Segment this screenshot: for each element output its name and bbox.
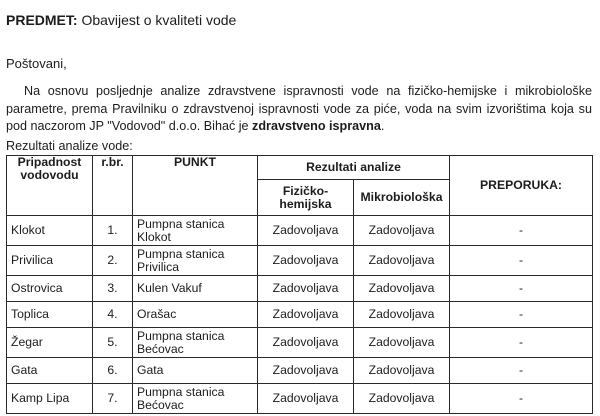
cell-microbiological: Zadovoljava <box>354 276 450 302</box>
cell-destination: Žegar <box>7 328 93 358</box>
cell-microbiological: Zadovoljava <box>354 302 450 328</box>
body-bold-text: zdravstveno ispravna <box>252 119 381 133</box>
cell-recommendation: - <box>450 246 593 276</box>
cell-punkt: Gata <box>133 358 258 384</box>
cell-recommendation: - <box>450 216 593 246</box>
cell-chemical: Zadovoljava <box>258 328 354 358</box>
header-rbr: r.br. <box>93 156 133 216</box>
cell-chemical: Zadovoljava <box>258 302 354 328</box>
header-chemical: Fizičko-hemijska <box>258 180 354 216</box>
cell-recommendation: - <box>450 384 593 414</box>
header-microbiological: Mikrobiološka <box>354 180 450 216</box>
cell-destination: Klokot <box>7 216 93 246</box>
body-text-end: . <box>380 119 385 133</box>
cell-destination: Ostrovica <box>7 276 93 302</box>
subject-label: PREDMET: <box>6 12 78 28</box>
cell-microbiological: Zadovoljava <box>354 358 450 384</box>
results-label: Rezultati analize vode: <box>6 139 133 153</box>
cell-microbiological: Zadovoljava <box>354 246 450 276</box>
cell-rbr: 7. <box>93 384 133 414</box>
cell-rbr: 6. <box>93 358 133 384</box>
cell-chemical: Zadovoljava <box>258 246 354 276</box>
results-table <box>6 155 593 414</box>
cell-destination: Kamp Lipa <box>7 384 93 414</box>
cell-punkt: Pumpna stanica Klokot <box>133 216 258 246</box>
cell-rbr: 5. <box>93 328 133 358</box>
cell-recommendation: - <box>450 302 593 328</box>
cell-recommendation: - <box>450 328 593 358</box>
cell-recommendation: - <box>450 358 593 384</box>
greeting: Poštovani, <box>6 56 67 71</box>
body-paragraph <box>6 83 592 136</box>
cell-punkt: Kulen Vakuf <box>133 276 258 302</box>
subject-line <box>6 12 236 28</box>
cell-chemical: Zadovoljava <box>258 358 354 384</box>
table-row <box>7 246 593 276</box>
cell-recommendation: - <box>450 276 593 302</box>
cell-chemical: Zadovoljava <box>258 276 354 302</box>
cell-destination: Privilica <box>7 246 93 276</box>
table-row <box>7 302 593 328</box>
header-punkt: PUNKT <box>133 156 258 216</box>
cell-chemical: Zadovoljava <box>258 216 354 246</box>
cell-rbr: 3. <box>93 276 133 302</box>
cell-punkt: Pumpna stanica Privilica <box>133 246 258 276</box>
table-row <box>7 216 593 246</box>
subject-text: Obavijest o kvaliteti vode <box>81 12 237 28</box>
cell-microbiological: Zadovoljava <box>354 384 450 414</box>
table-row <box>7 328 593 358</box>
cell-punkt: Pumpna stanica Bećovac <box>133 328 258 358</box>
cell-microbiological: Zadovoljava <box>354 328 450 358</box>
table-row <box>7 384 593 414</box>
table-row <box>7 276 593 302</box>
header-destination: Pripadnost vodovodu <box>7 156 93 216</box>
header-results-group: Rezultati analize <box>258 156 450 180</box>
table-row <box>7 358 593 384</box>
body-text: Na osnovu posljednje analize zdravstvene ispravnosti vode na fizičko-hemijske i mikrobiološke parametre, prema Pravilniku o zdravstvenoj ispravnosti vode za piće, voda na svim izvorištima koja su pod naczorom JP "Vodovod" d.o.o. Bihać je <box>6 84 592 133</box>
cell-rbr: 4. <box>93 302 133 328</box>
cell-microbiological: Zadovoljava <box>354 216 450 246</box>
cell-punkt: Orašac <box>133 302 258 328</box>
cell-chemical: Zadovoljava <box>258 384 354 414</box>
cell-rbr: 2. <box>93 246 133 276</box>
cell-rbr: 1. <box>93 216 133 246</box>
cell-destination: Gata <box>7 358 93 384</box>
cell-destination: Toplica <box>7 302 93 328</box>
cell-punkt: Pumpna stanica Bećovac <box>133 384 258 414</box>
header-recommendation: PREPORUKA: <box>450 156 593 216</box>
